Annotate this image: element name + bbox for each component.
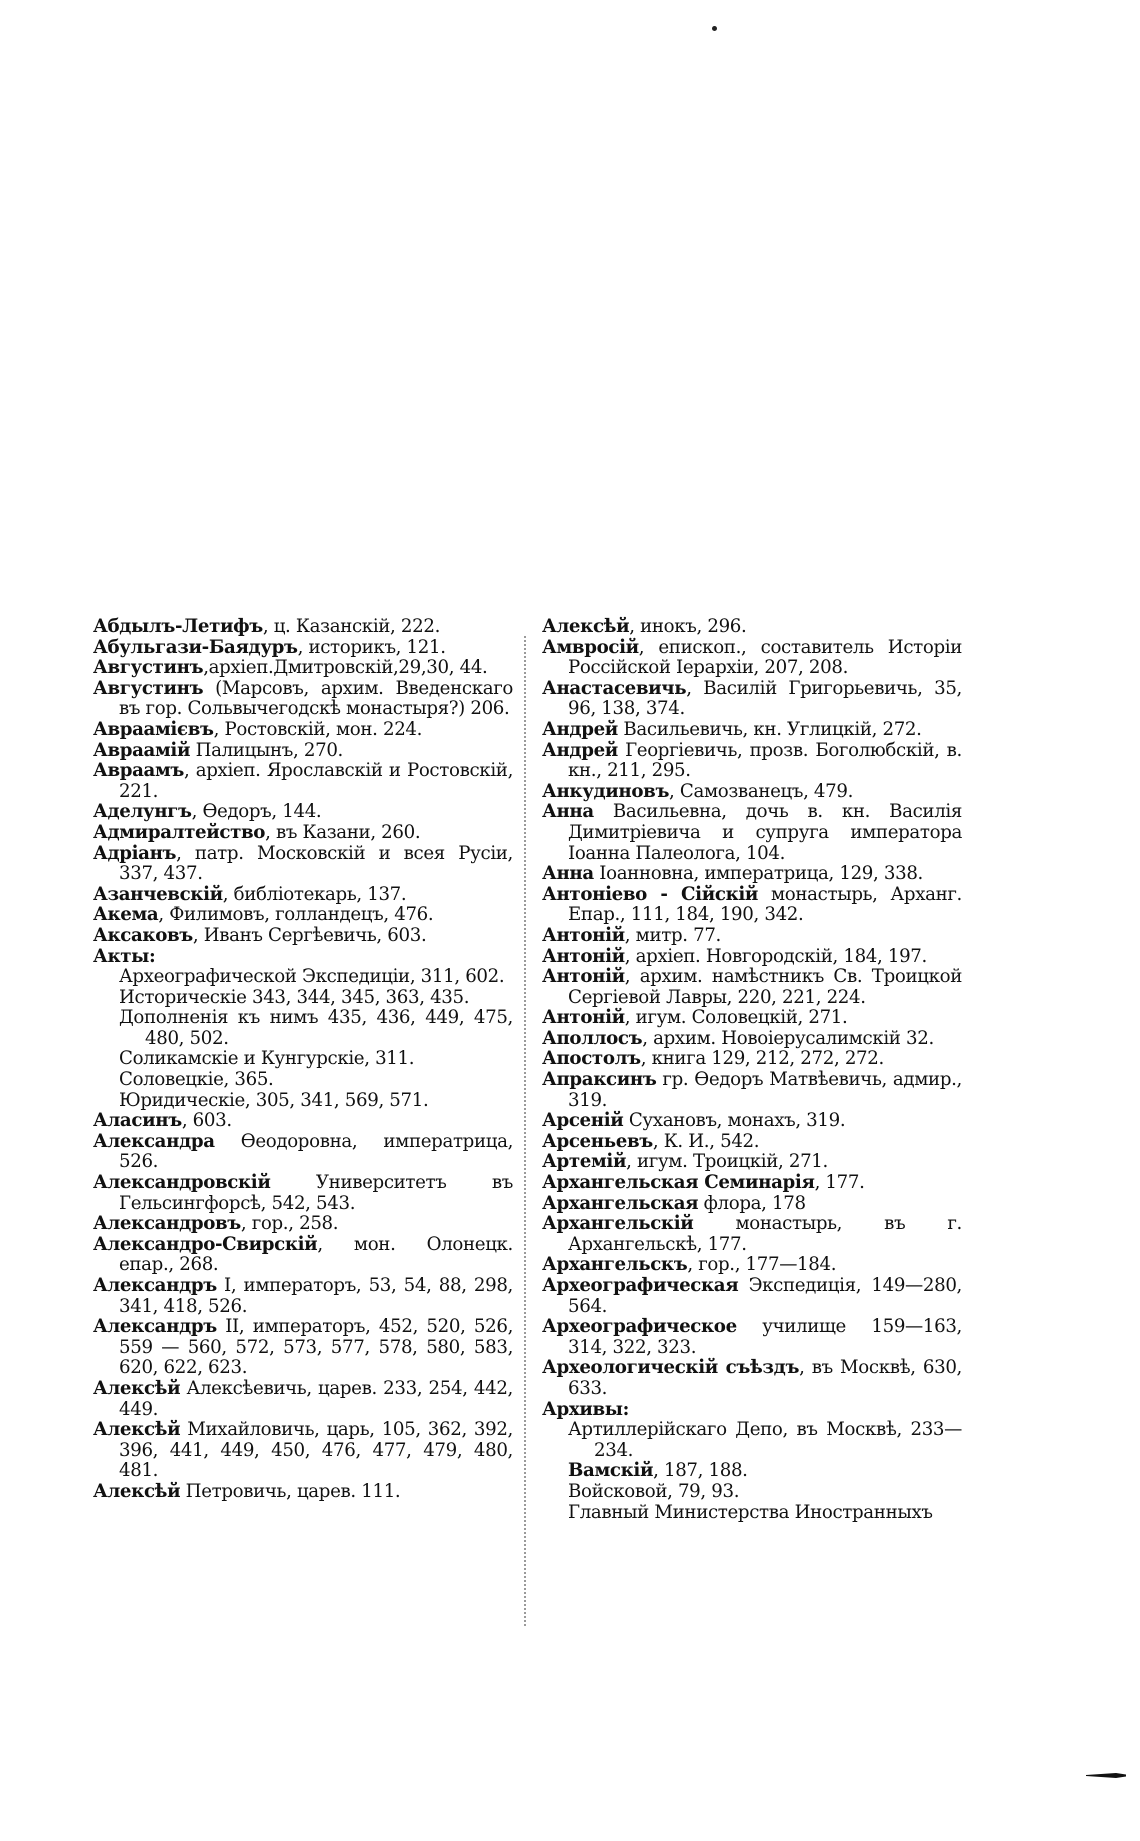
- index-entry: [542, 679, 962, 720]
- index-entry: [93, 1091, 513, 1112]
- index-entry: [93, 720, 513, 741]
- index-entry-text: Археографической Экспедиціи, 311, 602.: [119, 966, 505, 988]
- index-entry-head: Аделунгъ: [93, 801, 192, 823]
- index-entry-text: , архим. намѣстникъ Св. Троицкой Сергіевой Лавры, 220, 221, 224.: [568, 966, 962, 1008]
- index-entry-text: , епископ., составитель Исторіи Россійской Іерархіи, 207, 208.: [568, 636, 962, 679]
- index-entry-text: училище 159—163, 314, 322, 323.: [568, 1316, 962, 1358]
- index-entry: [542, 1358, 962, 1399]
- index-entry-text: Васильевна, дочь в. кн. Василія Димитріевича и супруга императора Іоанна Палеолога, 104.: [568, 801, 962, 864]
- index-entry-head: Архангельская: [542, 1192, 699, 1214]
- index-entry: [93, 617, 513, 638]
- index-entry-head: Авраамій: [93, 739, 191, 761]
- index-entry-head: Абульгази-Баядуръ: [93, 636, 298, 658]
- index-entry-text: , Василій Григорьевичь, 35, 96, 138, 374.: [568, 677, 962, 720]
- index-entry: [542, 1049, 962, 1070]
- index-entry: [93, 1070, 513, 1091]
- index-entry-text: , архим. Новоіерусалимскій 32.: [642, 1027, 934, 1049]
- index-entry-head: Архангельскъ: [542, 1254, 688, 1276]
- index-column-left: [93, 617, 513, 1503]
- index-entry-head: Александръ: [93, 1275, 217, 1296]
- index-entry: [542, 1008, 962, 1029]
- index-entry-head: Адмиралтейство: [93, 821, 266, 843]
- index-entry-head: Александровъ: [93, 1213, 241, 1235]
- index-entry: [93, 905, 513, 926]
- index-entry-head: Архангельскій: [542, 1213, 694, 1235]
- index-entry: [93, 967, 513, 988]
- column-divider: [524, 636, 526, 1626]
- index-entry-text: , Филимовъ, голландецъ, 476.: [158, 904, 434, 926]
- index-entry-head: Антоній: [542, 1007, 625, 1029]
- index-entry-head: Андрей: [542, 718, 618, 740]
- index-entry: [93, 885, 513, 906]
- index-entry-head: Аласинъ: [93, 1110, 182, 1132]
- index-entry: [542, 1503, 962, 1524]
- index-entry-text: , игум. Троицкій, 271.: [626, 1151, 828, 1173]
- index-entry: [93, 638, 513, 659]
- index-entry-text: , К. И., 542.: [652, 1130, 760, 1152]
- index-entry-text: Войсковой, 79, 93.: [568, 1480, 740, 1502]
- index-entry-head: Антоній: [542, 966, 625, 988]
- index-entry-head: Алексѣй: [542, 616, 630, 637]
- index-entry-head: Августинъ: [93, 657, 204, 679]
- index-column-right: [542, 617, 962, 1523]
- index-entry: [93, 1132, 513, 1173]
- index-entry-head: Вамскій: [568, 1460, 654, 1482]
- index-entry: [93, 926, 513, 947]
- index-entry-head: Абдылъ-Летифъ: [93, 616, 263, 637]
- index-entry-text: Алексѣевичь, царев. 233, 254, 442, 449.: [119, 1377, 513, 1420]
- index-entry-head: Архангельская Семинарія: [542, 1172, 815, 1194]
- index-entry-head: Акема: [93, 904, 159, 926]
- index-entry-head: Александра: [93, 1130, 215, 1152]
- index-entry: [542, 741, 962, 782]
- index-entry-head: Анна: [542, 801, 594, 823]
- index-entry: [542, 802, 962, 864]
- index-entry: [542, 617, 962, 638]
- index-entry-text: , мон. Олонецк. епар., 268.: [119, 1233, 513, 1276]
- index-entry: [93, 1379, 513, 1420]
- index-entry-head: Архивы:: [542, 1398, 629, 1420]
- index-entry: [93, 947, 513, 968]
- index-entry-text: Соловецкіе, 365.: [119, 1069, 274, 1091]
- index-entry-text: Васильевичь, кн. Углицкій, 272.: [617, 718, 922, 740]
- index-entry-text: Палицынъ, 270.: [190, 739, 343, 761]
- index-entry-text: ,архіеп.Дмитровскій,29,30, 44.: [203, 657, 488, 679]
- index-entry: [542, 864, 962, 885]
- index-entry-text: , митр. 77.: [624, 924, 721, 946]
- index-entry-head: Алексѣй: [93, 1377, 181, 1399]
- index-entry-head: Алексѣй: [93, 1419, 181, 1441]
- index-entry-text: , игум. Соловецкій, 271.: [624, 1007, 848, 1029]
- index-entry-text: , Иванъ Сергѣевичь, 603.: [192, 924, 427, 946]
- index-entry-text: Главный Министерства Иностранныхъ: [568, 1501, 933, 1523]
- index-entry-head: Археографическая: [542, 1275, 739, 1296]
- index-entry-text: (Марсовъ, архим. Введенскаго въ гор. Сольвычегодскѣ монастыря?) 206.: [119, 677, 513, 720]
- index-entry: [93, 1276, 513, 1317]
- index-entry: [542, 638, 962, 679]
- index-entry-text: Өеодоровна, императрица, 526.: [119, 1130, 513, 1173]
- index-entry-text: , архіеп. Ярославскій и Ростовскій, 221.: [119, 760, 513, 802]
- index-entry-head: Археологическій съѣздъ: [542, 1357, 800, 1379]
- index-entry: [542, 1173, 962, 1194]
- index-entry-head: Анна: [542, 863, 594, 885]
- index-entry-head: Археографическое: [542, 1316, 737, 1338]
- index-entry-text: Георгіевичь, прозв. Боголюбскій, в. кн., 211, 295.: [568, 739, 962, 782]
- index-entry-head: Августинъ: [93, 677, 204, 699]
- index-entry: [93, 988, 513, 1009]
- index-entry: [93, 658, 513, 679]
- index-entry-text: Историческіе 343, 344, 345, 363, 435.: [119, 986, 470, 1008]
- index-entry-head: Артемій: [542, 1151, 627, 1173]
- index-entry-head: Азанчевскій: [93, 883, 223, 905]
- index-entry-text: , Самозванецъ, 479.: [669, 780, 854, 802]
- index-entry: [542, 947, 962, 968]
- index-entry-text: Экспедиція, 149—280, 564.: [568, 1275, 962, 1317]
- index-entry-text: , 187, 188.: [653, 1460, 748, 1482]
- index-entry-head: Арсеній: [542, 1110, 624, 1132]
- index-entry: [93, 1317, 513, 1379]
- index-entry-head: Антоніево - Сійскій: [542, 883, 759, 905]
- index-entry: [93, 844, 513, 885]
- index-entry: [93, 802, 513, 823]
- index-entry-text: , въ Москвѣ, 630, 633.: [568, 1357, 962, 1399]
- index-entry: [93, 1482, 513, 1503]
- index-entry: [93, 1235, 513, 1276]
- index-entry-text: , въ Казани, 260.: [265, 821, 421, 843]
- index-entry-head: Антоній: [542, 945, 625, 967]
- index-entry-text: , 603.: [181, 1110, 232, 1132]
- index-entry-head: Авраамієвъ: [93, 718, 214, 740]
- index-entry-head: Адріанъ: [93, 842, 177, 864]
- index-entry-head: Аполлосъ: [542, 1027, 643, 1049]
- index-entry-text: Іоанновна, императрица, 129, 338.: [593, 863, 923, 885]
- index-entry-text: Дополненія къ нимъ 435, 436, 449, 475, 480, 502.: [119, 1007, 513, 1049]
- index-entry-text: Соликамскіе и Кунгурскіе, 311.: [119, 1048, 415, 1070]
- index-entry: [93, 1049, 513, 1070]
- index-entry-text: , книга 129, 212, 272, 272.: [640, 1048, 884, 1070]
- page-top-dot: [712, 26, 717, 31]
- index-entry: [93, 1420, 513, 1482]
- index-entry: [542, 1400, 962, 1421]
- index-entry-text: Юридическіе, 305, 341, 569, 571.: [119, 1089, 429, 1111]
- index-entry: [542, 1132, 962, 1153]
- index-entry: [542, 885, 962, 926]
- index-entry: [542, 1255, 962, 1276]
- index-entry: [93, 1173, 513, 1214]
- index-entry-text: , гор., 177—184.: [687, 1254, 837, 1276]
- index-entry: [542, 1029, 962, 1050]
- index-entry-text: , патр. Московскій и всея Русіи, 337, 437.: [119, 842, 513, 885]
- index-entry-text: , Өедоръ, 144.: [191, 801, 322, 823]
- index-entry-text: Университетъ въ Гельсингфорсѣ, 542, 543.: [119, 1172, 513, 1214]
- index-entry-text: , библіотекарь, 137.: [222, 883, 407, 905]
- index-entry: [542, 720, 962, 741]
- index-entry: [93, 1008, 513, 1049]
- index-entry: [542, 782, 962, 803]
- index-entry-text: Михайловичь, царь, 105, 362, 392, 396, 441, 449, 450, 476, 477, 479, 480, 481.: [119, 1419, 513, 1482]
- index-entry: [542, 1194, 962, 1215]
- index-entry-text: , ц. Казанскій, 222.: [262, 616, 441, 637]
- index-entry-head: Акты:: [93, 945, 156, 967]
- index-entry-head: Аксаковъ: [93, 924, 193, 946]
- index-entry-head: Арсеньевъ: [542, 1130, 653, 1152]
- index-entry-text: монастырь, Арханг. Епар., 111, 184, 190, 342.: [568, 883, 962, 926]
- index-entry: [542, 1482, 962, 1503]
- index-entry: [542, 1420, 962, 1461]
- index-entry-head: Анкудиновъ: [542, 780, 670, 802]
- index-entry-text: I, императоръ, 53, 54, 88, 298, 341, 418, 526.: [119, 1275, 513, 1317]
- index-entry: [93, 1111, 513, 1132]
- index-entry: [93, 1214, 513, 1235]
- index-entry: [542, 1214, 962, 1255]
- margin-dash-mark: [1086, 1773, 1126, 1778]
- index-entry-head: Андрей: [542, 739, 618, 761]
- index-entry: [93, 823, 513, 844]
- index-entry-head: Алексѣй: [93, 1480, 181, 1502]
- index-entry: [542, 1152, 962, 1173]
- index-entry: [93, 679, 513, 720]
- index-entry-head: Апраксинъ: [542, 1069, 657, 1091]
- index-entry-text: флора, 178: [698, 1192, 806, 1214]
- index-entry-text: , Ростовскій, мон. 224.: [213, 718, 423, 740]
- index-entry-text: Сухановъ, монахъ, 319.: [623, 1110, 846, 1132]
- index-entry-text: монастырь, въ г. Архангельскѣ, 177.: [568, 1213, 962, 1255]
- index-entry: [542, 1461, 962, 1482]
- index-entry-head: Александръ: [93, 1316, 217, 1338]
- index-entry-head: Авраамъ: [93, 760, 185, 782]
- index-entry-head: Апостолъ: [542, 1048, 641, 1070]
- index-entry-text: II, императоръ, 452, 520, 526, 559 — 560, 572, 573, 577, 578, 580, 583, 620, 622, 623.: [119, 1316, 513, 1379]
- index-entry-text: , инокъ, 296.: [629, 616, 747, 637]
- index-entry-text: гр. Өедоръ Матвѣевичь, адмир., 319.: [568, 1069, 962, 1111]
- index-entry-head: Анастасевичь: [542, 677, 687, 699]
- index-entry-text: , гор., 258.: [240, 1213, 339, 1235]
- index-entry-text: , историкъ, 121.: [297, 636, 446, 658]
- index-entry: [542, 967, 962, 1008]
- index-entry: [93, 741, 513, 762]
- index-entry-head: Александровскій: [93, 1172, 271, 1194]
- index-entry-head: Амвросій: [542, 636, 639, 658]
- index-entry-text: Артиллерійскаго Депо, въ Москвѣ, 233—234.: [568, 1419, 962, 1461]
- index-entry: [542, 926, 962, 947]
- index-entry-text: , 177.: [814, 1172, 865, 1194]
- index-entry-text: Петровичь, царев. 111.: [180, 1480, 401, 1502]
- index-entry-head: Александро-Свирскій: [93, 1233, 318, 1255]
- index-entry-head: Антоній: [542, 924, 625, 946]
- index-entry: [542, 1111, 962, 1132]
- index-entry: [93, 761, 513, 802]
- index-entry: [542, 1317, 962, 1358]
- index-entry: [542, 1070, 962, 1111]
- index-entry-text: , архіеп. Новгородскій, 184, 197.: [624, 945, 927, 967]
- index-entry: [542, 1276, 962, 1317]
